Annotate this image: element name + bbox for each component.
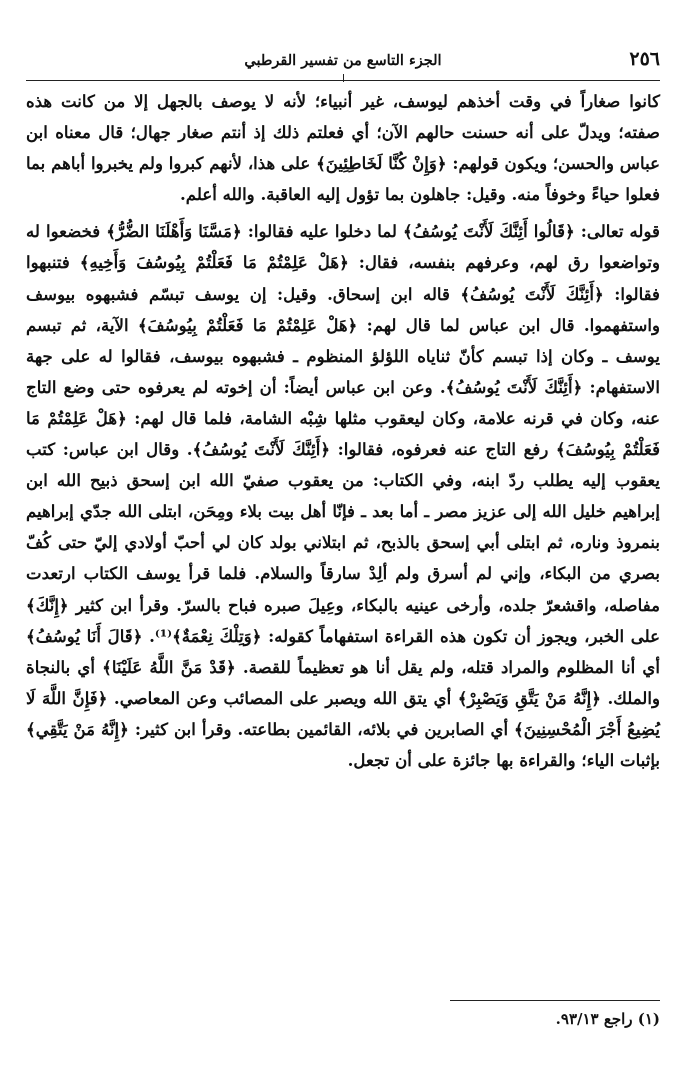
paragraph: قوله تعالى: ﴿قَالُوا أَئِنَّكَ لَأَنْتَ يُوسُفُ﴾ لما دخلوا عليه فقالوا: ﴿مَسَّنَا وَأَهْلَنَا الضُّرُّ﴾ فخضعوا له وتواضعوا رق لهم، وعرفهم بنفسه، فقال: ﴿هَلْ عَلِمْتُمْ مَا فَعَلْتُمْ بِيُوسُفَ وَأَخِيهِ﴾ فتنبهوا فقالوا: ﴿أَئِنَّكَ لَأَنْتَ يُوسُفُ﴾ قاله ابن إسحاق. وقيل: إن يوسف تبسّم فشبهوه بيوسف واستفهموا. قال ابن عباس لما قال لهم: ﴿هَلْ عَلِمْتُمْ مَا فَعَلْتُمْ بِيُوسُفَ﴾ الآية، ثم تبسم يوسف ـ وكان إذا تبسم كأنّ ثناياه اللؤلؤ المنظوم ـ فشبهوه بيوسف، فقالوا له على جهة الاستفهام: ﴿أَئِنَّكَ لَأَنْتَ يُوسُفُ﴾. وعن ابن عباس أيضاً: أن إخوته لم يعرفوه حتى وضع التاج عنه، وكان في قرنه علامة، وكان ليعقوب مثلها شِبْه الشامة، فلما قال لهم: ﴿هَلْ عَلِمْتُمْ مَا فَعَلْتُمْ بِيُوسُفَ﴾ رفع التاج عنه فعرفوه، فقالوا: ﴿أَئِنَّكَ لَأَنْتَ يُوسُفُ﴾. وقال ابن عباس: كتب يعقوب إليه يطلب ردّ ابنه، وفي الكتاب: من يعقوب صفيّ الله ابن إسحق ذبيح الله ابن إبراهيم خليل الله إلى عزيز مصر ـ أما بعد ـ فإنّا أهل بيت بلاء ومِحَن، ابتلى الله جدّي إبراهيم بنمروذ وناره، ثم ابتلى أبي إسحق بالذبح، ثم ابتلاني بولد كان لي أحبّ أولادي إليّ حتى كُفّ بصري من البكاء، وإني لم أسرق ولم ألِدْ سارقاً والسلام. فلما قرأ يوسف الكتاب ارتعدت مفاصله، واقشعرّ جلده، وأرخى عينيه بالبكاء، وعِيلَ صبره فباح بالسرّ. وقرأ ابن كثير ﴿إِنَّكَ﴾ على الخبر، ويجوز أن تكون هذه القراءة استفهاماً كقوله: ﴿وَتِلْكَ نِعْمَةٌ﴾⁽¹⁾. ﴿قَالَ أَنَا يُوسُفُ﴾ أي أنا المظلوم والمراد قتله، ولم يقل أنا هو تعظيماً للقصة. ﴿قَدْ مَنَّ اللَّهُ عَلَيْنَا﴾ أي بالنجاة والملك. ﴿إِنَّهُ مَنْ يَتَّقِ وَيَصْبِرْ﴾ أي يتق الله ويصبر على المصائب وعن المعاصي. ﴿فَإِنَّ اللَّهَ لَا يُضِيعُ أَجْرَ الْمُحْسِنِينَ﴾ أي الصابرين في بلائه، القائمين بطاعته. وقرأ ابن كثير: ﴿إِنَّهُ مَنْ يَتَّقِي﴾ بإثبات الياء؛ والقراءة بها جائزة على أن تجعل. bbox=[26, 221, 660, 770]
page-header bbox=[26, 44, 660, 81]
footnote-separator bbox=[450, 1000, 660, 1001]
header-divider-tick bbox=[343, 74, 344, 82]
page-number: ٢٥٦ bbox=[629, 48, 660, 70]
running-title: الجزء التاسع من تفسير القرطبي bbox=[244, 52, 442, 69]
paragraph: كانوا صغاراً في وقت أخذهم ليوسف، غير أنبياء؛ لأنه لا يوصف بالجهل إلا من كانت هذه صفته؛ ويدلّ على أنه حسنت حالهم الآن؛ أي فعلتم ذلك إذ أنتم صغار جهال؛ قال معناه ابن عباس والحسن؛ ويكون قولهم: ﴿وَإِنْ كُنَّا لَخَاطِئِينَ﴾ على هذا، لأنهم كبروا ولم يخبروا أباهم بما فعلوا حياءً وخوفاً منه. وقيل: جاهلون بما تؤول إليه العاقبة. والله أعلم. bbox=[26, 91, 660, 205]
body-text bbox=[26, 86, 660, 776]
footnote: (١) راجع ٩٣/١٣. bbox=[555, 1010, 660, 1028]
